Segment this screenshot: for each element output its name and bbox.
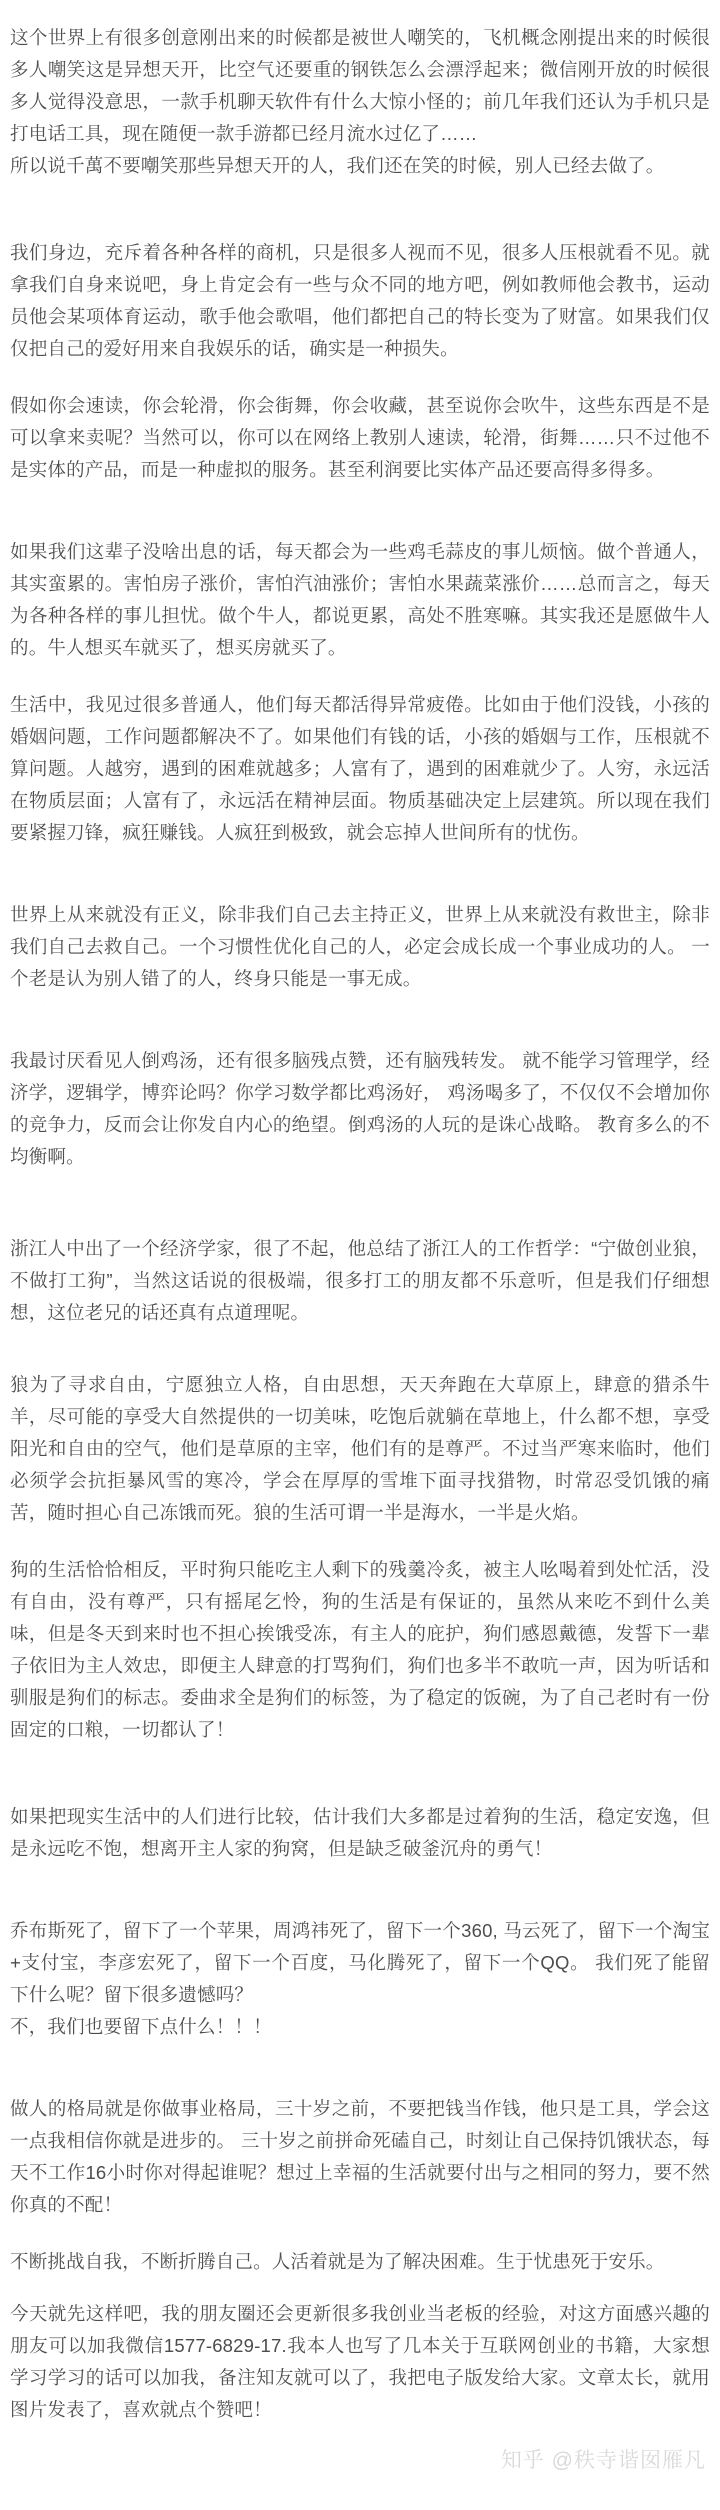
paragraph: 乔布斯死了，留下了一个苹果，周鸿祎死了，留下一个360, 马云死了，留下一个淘宝+支付宝，李彦宏死了，留下一个百度，马化腾死了，留下一个QQ。 我们死了能留下什么呢？留下很多遗憾吗？ — [10, 1920, 710, 2005]
paragraph: 狼为了寻求自由，宁愿独立人格，自由思想，天天奔跑在大草原上，肆意的猎杀牛羊，尽可能的享受大自然提供的一切美味，吃饱后就躺在草地上，什么都不想，享受阳光和自由的空气，他们是草原的主宰，他们有的是尊严。不过当严寒来临时，他们必须学会抗拒暴风雪的寒冷，学会在厚厚的雪堆下面寻找猎物，时常忍受饥饿的痛苦，随时担心自己冻饿而死。狼的生活可谓一半是海水，一半是火焰。 — [10, 1374, 710, 1523]
paragraph: 做人的格局就是你做事业格局，三十岁之前，不要把钱当作钱，他只是工具，学会这一点我相信你就是进步的。 三十岁之前拼命死磕自己，时刻让自己保持饥饿状态，每天不工作16小时你对得起谁呢？想过上幸福的生活就要付出与之相同的努力，要不然你真的不配！ — [10, 2098, 710, 2215]
paragraph: 假如你会速读，你会轮滑，你会街舞，你会收藏，甚至说你会吹牛，这些东西是不是可以拿来卖呢？当然可以，你可以在网络上教别人速读，轮滑，街舞……只不过他不是实体的产品，而是一种虚拟的服务。甚至利润要比实体产品还要高得多得多。 — [10, 395, 710, 480]
paragraph: 浙江人中出了一个经济学家，很了不起，他总结了浙江人的工作哲学：“宁做创业狼，不做打工狗”，当然这话说的很极端，很多打工的朋友都不乐意听，但是我们仔细想想，这位老兄的话还真有点道理呢。 — [10, 1238, 710, 1323]
zhihu-watermark: 知乎 @秩寺谐囡雁凡 — [500, 2449, 706, 2472]
paragraph: 生活中，我见过很多普通人，他们每天都活得异常疲倦。比如由于他们没钱，小孩的婚姻问题，工作问题都解决不了。如果他们有钱的话，小孩的婚姻与工作，压根就不算问题。人越穷，遇到的困难就越多；人富有了，遇到的困难就少了。人穷，永远活在物质层面；人富有了，永远活在精神层面。物质基础决定上层建筑。所以现在我们要紧握刀锋，疯狂赚钱。人疯狂到极致，就会忘掉人世间所有的忧伤。 — [10, 694, 710, 843]
paragraph: 我最讨厌看见人倒鸡汤，还有很多脑残点赞，还有脑残转发。 就不能学习管理学，经济学，逻辑学，博弈论吗？你学习数学都比鸡汤好， 鸡汤喝多了，不仅仅不会增加你的竞争力，反而会让你发自内心的绝望。倒鸡汤的人玩的是诛心战略。 教育多么的不均衡啊。 — [10, 1050, 710, 1167]
paragraph: 如果我们这辈子没啥出息的话，每天都会为一些鸡毛蒜皮的事儿烦恼。做个普通人，其实蛮累的。害怕房子涨价，害怕汽油涨价；害怕水果蔬菜涨价……总而言之，每天为各种各样的事儿担忧。做个牛人，都说更累，高处不胜寒嘛。其实我还是愿做牛人的。牛人想买车就买了，想买房就买了。 — [10, 541, 710, 658]
paragraph: 我们身边，充斥着各种各样的商机，只是很多人视而不见，很多人压根就看不见。就拿我们自身来说吧，身上肯定会有一些与众不同的地方吧，例如教师他会教书，运动员他会某项体育运动，歌手他会歌唱，他们都把自己的特长变为了财富。如果我们仅仅把自己的爱好用来自我娱乐的话，确实是一种损失。 — [10, 242, 710, 359]
paragraph: 不断挑战自我，不断折腾自己。人活着就是为了解决困难。生于忧患死于安乐。 — [10, 2251, 665, 2272]
paragraph: 今天就先这样吧，我的朋友圈还会更新很多我创业当老板的经验，对这方面感兴趣的朋友可以加我微信1577-6829-17.我本人也写了几本关于互联网创业的书籍，大家想学习学习的话可以加我，备注知友就可以了，我把电子版发给大家。文章太长，就用图片发表了，喜欢就点个赞吧！ — [10, 2303, 710, 2420]
paragraph: 不，我们也要留下点什么！！！ — [10, 2016, 272, 2037]
paragraph: 狗的生活恰恰相反，平时狗只能吃主人剩下的残羹冷炙，被主人吆喝着到处忙活，没有自由，没有尊严，只有摇尾乞怜，狗的生活是有保证的，虽然从来吃不到什么美味，但是冬天到来时也不担心挨饿受冻，有主人的庇护，狗们感恩戴德，发誓下一辈子依旧为主人效忠，即便主人肆意的打骂狗们，狗们也多半不敢吭一声，因为听话和驯服是狗们的标志。委曲求全是狗们的标签，为了稳定的饭碗，为了自己老时有一份固定的口粮，一切都认了！ — [10, 1559, 710, 1740]
paragraph: 所以说千萬不要嘲笑那些异想天开的人，我们还在笑的时候，别人已经去做了。 — [10, 155, 665, 176]
paragraph: 世界上从来就没有正义，除非我们自己去主持正义，世界上从来就没有救世主，除非我们自己去救自己。一个习惯性优化自己的人，必定会成长成一个事业成功的人。 一个老是认为别人错了的人，终身只能是一事无成。 — [10, 904, 710, 989]
paragraph: 这个世界上有很多创意刚出来的时候都是被世人嘲笑的，飞机概念刚提出来的时候很多人嘲笑这是异想天开，比空气还要重的钢铁怎么会漂浮起来；微信刚开放的时候很多人觉得没意思，一款手机聊天软件有什么大惊小怪的；前几年我们还认为手机只是打电话工具，现在随便一款手游都已经月流水过亿了…… — [10, 27, 710, 144]
paragraph: 如果把现实生活中的人们进行比较，估计我们大多都是过着狗的生活，稳定安逸，但是永远吃不饱，想离开主人家的狗窝，但是缺乏破釜沉舟的勇气！ — [10, 1806, 710, 1859]
